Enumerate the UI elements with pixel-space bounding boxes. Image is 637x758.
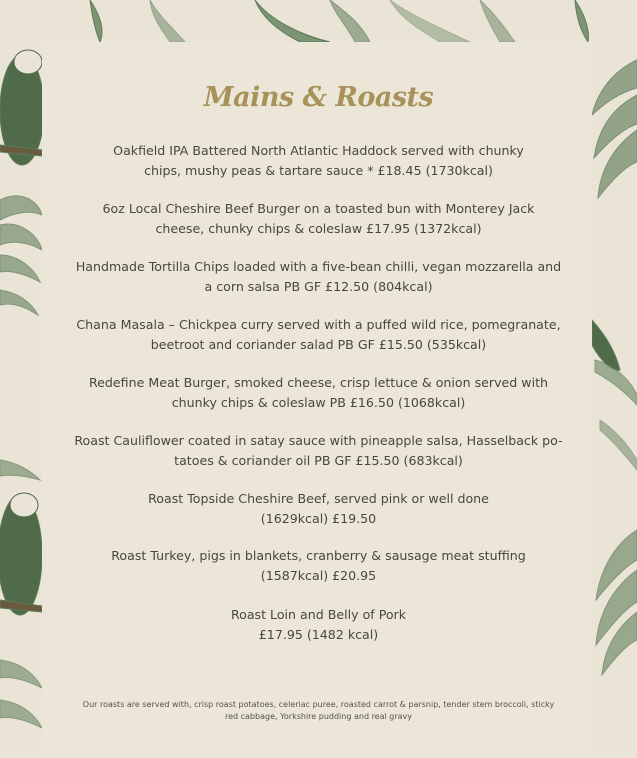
menu-item-line: Roast Topside Cheshire Beef, served pink or well done [148,491,489,506]
menu-item-line: chunky chips & coleslaw PB £16.50 (1068kcal) [171,394,466,410]
menu-item-line: £17.95 (1482 kcal) [258,626,379,642]
right-monkey-icon [592,320,637,470]
menu-item-line: Chana Masala – Chickpea curry served with a puffed wild rice, pomegranate, [76,317,561,332]
menu-item-line: (1629kcal) £19.50 [260,510,377,526]
menu-item [62,141,575,180]
menu-item-line: Roast Loin and Belly of Pork [230,607,407,622]
menu-item-line: Redefine Meat Burger, smoked cheese, crisp lettuce & onion served with [88,375,548,390]
toucan-lower-icon [0,460,42,615]
menu-item [62,431,575,470]
menu-item [62,257,575,296]
menu-item-line: tatoes & coriander oil PB GF £15.50 (683kcal) [174,452,463,468]
footnote-line: Our roasts are served with, crisp roast potatoes, celeriac puree, roasted carrot & parsnip, tender stem broccoli, sticky [82,700,555,709]
menu-item-line: Roast Cauliflower coated in satay sauce with pineapple salsa, Hasselback po- [74,433,563,448]
menu-item [62,199,575,238]
menu-item-line: Oakfield IPA Battered North Atlantic Haddock served with chunky [113,143,524,158]
right-bottom-leaf-icon [596,530,637,675]
menu-item-line: chips, mushy peas & tartare sauce * £18.45 (1730kcal) [144,162,493,178]
left-bottom-leaf-icon [0,660,42,728]
menu-item [62,605,575,644]
menu-item-line: cheese, chunky chips & coleslaw £17.95 (1372kcal) [155,220,482,236]
menu-item-line: 6oz Local Cheshire Beef Burger on a toasted bun with Monterey Jack [102,201,535,216]
menu-item-line: Handmade Tortilla Chips loaded with a five-bean chilli, vegan mozzarella and [75,259,562,274]
footnote-line: red cabbage, Yorkshire pudding and real gravy [224,711,413,721]
roast-footnote [62,699,575,722]
menu-item-line: beetroot and coriander salad PB GF £15.50 (535kcal) [150,336,487,352]
menu-item-line: Roast Turkey, pigs in blankets, cranberry & sausage meat stuffing [111,548,526,563]
menu-item [62,373,575,412]
top-foliage-icon [90,0,588,42]
menu-title: Mains & Roasts [203,82,434,113]
menu-item [62,315,575,354]
left-leaf-icon [0,196,42,315]
menu-item [62,546,575,585]
menu-item-line: (1587kcal) £20.95 [260,567,377,583]
menu-item-line: a corn salsa PB GF £12.50 (804kcal) [204,278,433,294]
right-leaf-icon [592,60,637,198]
menu-item [62,489,575,528]
